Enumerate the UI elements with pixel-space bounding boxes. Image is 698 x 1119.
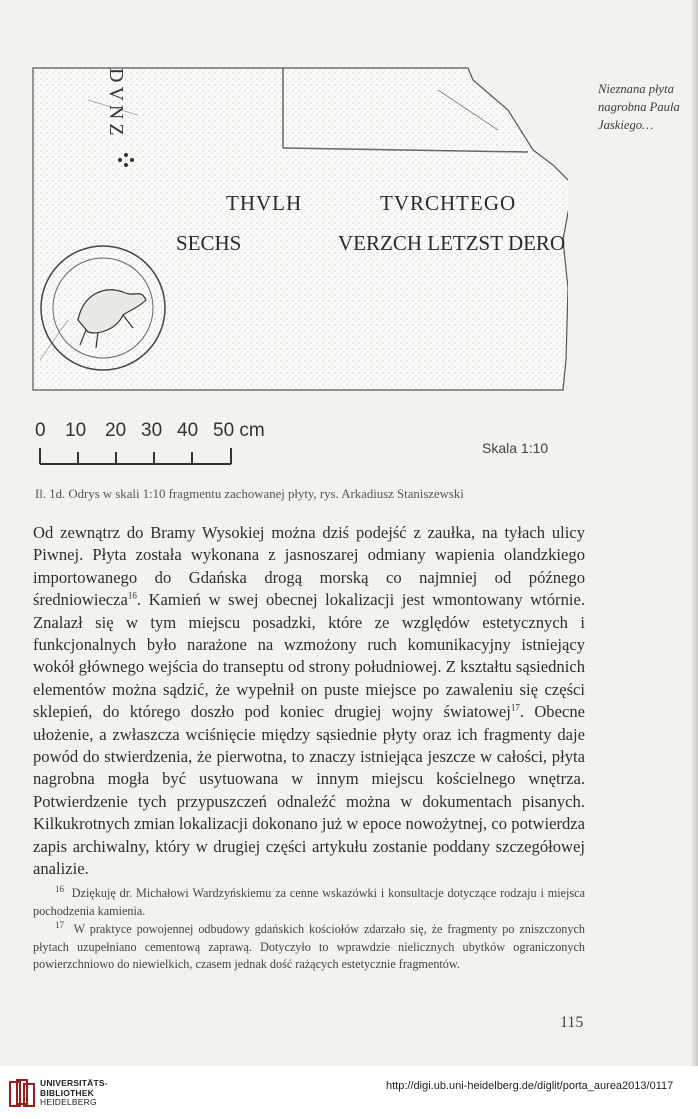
- body-text-part-3: . Obecne ułożenie, a zwłaszcza wciśnięcie między sąsiednie płyty oraz ich fragmenty daje powód do stwierdzenia, że pierwotna, to znaczy istniejąca jeszcze w całości, płyta nagrobna mogła być usytuowana w innym miejscu kościelnego wnętrza. Potwierdzenie tych przypuszczeń odnaleźć można w dokumentach pisanych. Kilkukrotnych zmian lokalizacji dokonano już w epoce nowożytnej, co potwierdza zapis archiwalny, który w drugiej części artykułu zostanie poddany szczegółowej analizie.: [33, 702, 585, 879]
- permalink[interactable]: http://digi.ub.uni-heidelberg.de/diglit/porta_aurea2013/0117: [386, 1080, 674, 1092]
- inscription-line-2b: VERZCH LETZST DERO: [338, 231, 566, 255]
- scale-tick-label: 0: [35, 420, 46, 441]
- footnote-text: W praktyce powojennej odbudowy gdańskich kościołów zdarzało się, że fragmenty po zniszczonych płytach uzupełniano cementową zaprawą. Dotyczyło to wprawdzie nielicznych ubytków ograniczonych powierzchniowo do niewielkich, czasem jednak dość rażących estetycznie fragmentów.: [33, 922, 585, 972]
- scale-tick-label: 30: [141, 420, 163, 441]
- body-text-part-2: . Kamień w swej obecnej lokalizacji jest wmontowany wtórnie. Znalazł się w tym miejscu posadzki, które ze względów estetycznych i funkcjonalnych było narażone na wzmożony ruch komunikacyjny istniejący wokół głównego wejścia do transeptu od strony południowej. Z kształtu sąsiednich elementów można sądzić, że wypełnił on puste miejsce po zawaleniu się części sklepień, do którego doszło pod koniec drugiej wojny światowej: [33, 590, 585, 722]
- footnote-16: [33, 885, 585, 920]
- footnote-ref-16[interactable]: 16: [127, 590, 137, 601]
- footnote-number: 17: [55, 920, 64, 931]
- footnote-number: 16: [55, 883, 64, 894]
- page-spine-shadow: [692, 0, 698, 1066]
- library-name-line: BIBLIOTHEK: [40, 1087, 94, 1098]
- side-inscription: DVNZ: [105, 68, 127, 140]
- scale-bar: [35, 420, 275, 470]
- scale-ruler: [35, 444, 275, 470]
- margin-note: Nieznana płyta nagrobna Paula Jaskiego…: [598, 82, 680, 132]
- slab-drawing-svg: [28, 60, 568, 405]
- digitization-footer: [0, 1066, 698, 1119]
- scale-tick-label: 10: [65, 420, 87, 441]
- library-name: [40, 1079, 108, 1108]
- footnote-17: [33, 921, 585, 974]
- inscription-line-1a: THVLH: [226, 191, 303, 215]
- scale-label: Skala 1:10: [482, 440, 549, 456]
- figure-caption: Il. 1d. Odrys w skali 1:10 fragmentu zachowanej płyty, rys. Arkadiusz Staniszewski: [35, 487, 464, 501]
- footnote-text: Dziękuję dr. Michałowi Wardzyńskiemu za cenne wskazówki i konsultacje dotyczące rodzaju i miejsca pochodzenia kamienia.: [33, 886, 585, 918]
- library-logo-icon: [8, 1078, 36, 1108]
- scale-tick-label: 40: [177, 420, 199, 441]
- slab-drawing: [28, 60, 568, 405]
- footnotes: [33, 885, 585, 975]
- inscription-line-1b: TVRCHTEGO: [380, 191, 517, 215]
- scale-ticks: [35, 420, 275, 442]
- scale-tick-label: 50 cm: [213, 420, 265, 441]
- body-text-part-1: Od zewnątrz do Bramy Wysokiej można dziś podejść z zaułka, na tyłach ulicy Piwnej. Płyta została wykonana z jasnoszarej odmiany wapienia olandzkiego importowanego do Gdańska drogą morską co najmniej od późnego średniowiecza: [33, 523, 585, 610]
- inscription-line-2a: SECHS: [176, 231, 242, 255]
- body-paragraph: [33, 522, 585, 881]
- library-name-line: UNIVERSITÄTS-: [40, 1078, 108, 1088]
- scale-tick-label: 20: [105, 420, 127, 441]
- footnote-ref-17[interactable]: 17: [510, 702, 520, 713]
- page-number: 115: [560, 1014, 584, 1031]
- library-name-line: HEIDELBERG: [40, 1097, 97, 1107]
